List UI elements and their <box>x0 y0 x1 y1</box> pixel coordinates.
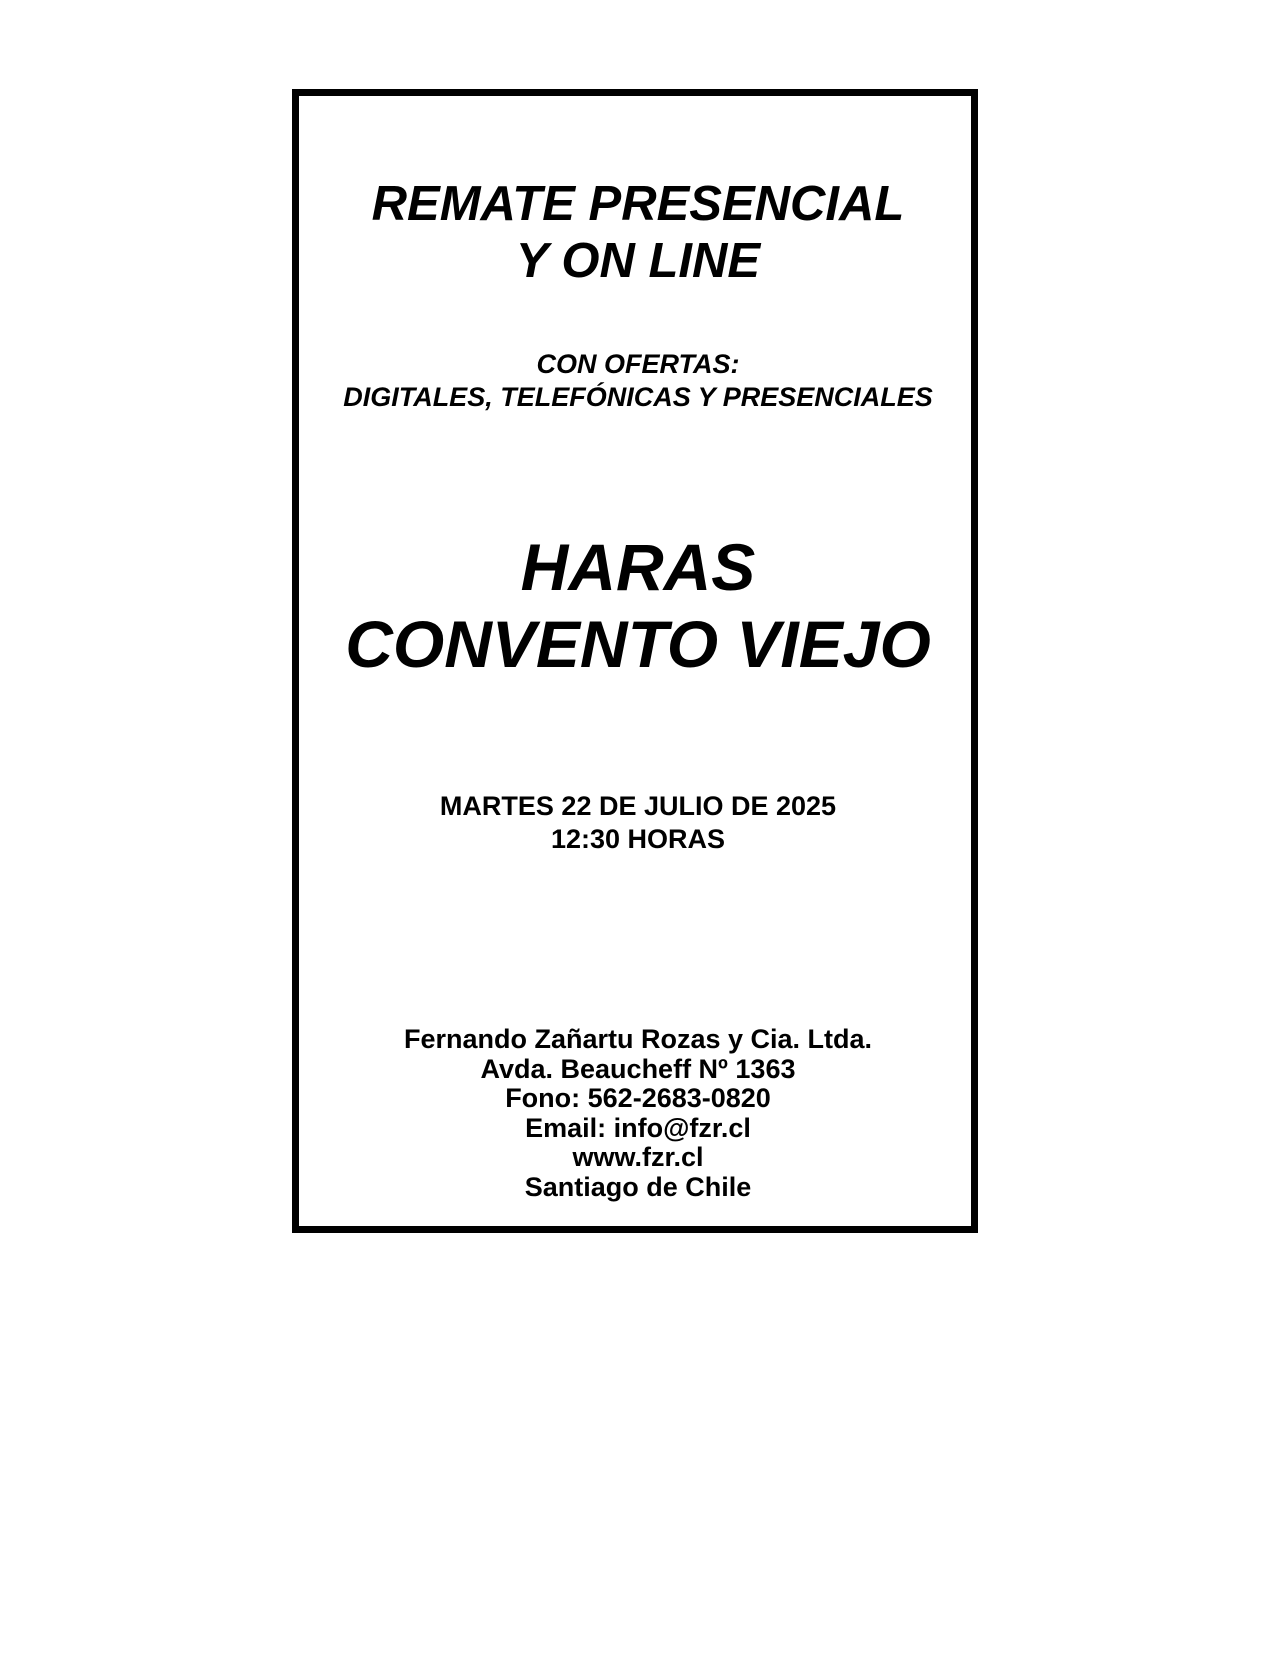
company-address: Avda. Beaucheff Nº 1363 <box>480 1053 796 1084</box>
company-name: Fernando Zañartu Rozas y Cia. Ltda. <box>403 1024 873 1054</box>
offers-types: DIGITALES, TELEFÓNICAS Y PRESENCIALES <box>343 382 933 412</box>
company-website: www.fzr.cl <box>572 1142 704 1172</box>
haras-title: HARAS <box>520 530 756 604</box>
auction-date: MARTES 22 DE JULIO DE 2025 <box>439 791 837 821</box>
company-city: Santiago de Chile <box>524 1171 752 1202</box>
company-email: Email: info@fzr.cl <box>525 1112 751 1143</box>
headline-line-1: REMATE PRESENCIAL <box>371 177 905 231</box>
headline-line-2: Y ON LINE <box>515 234 761 288</box>
auction-time: 12:30 HORAS <box>550 824 726 854</box>
offers-heading: CON OFERTAS: <box>536 349 740 379</box>
company-phone: Fono: 562-2683-0820 <box>505 1083 771 1113</box>
haras-name: CONVENTO VIEJO <box>345 607 931 681</box>
